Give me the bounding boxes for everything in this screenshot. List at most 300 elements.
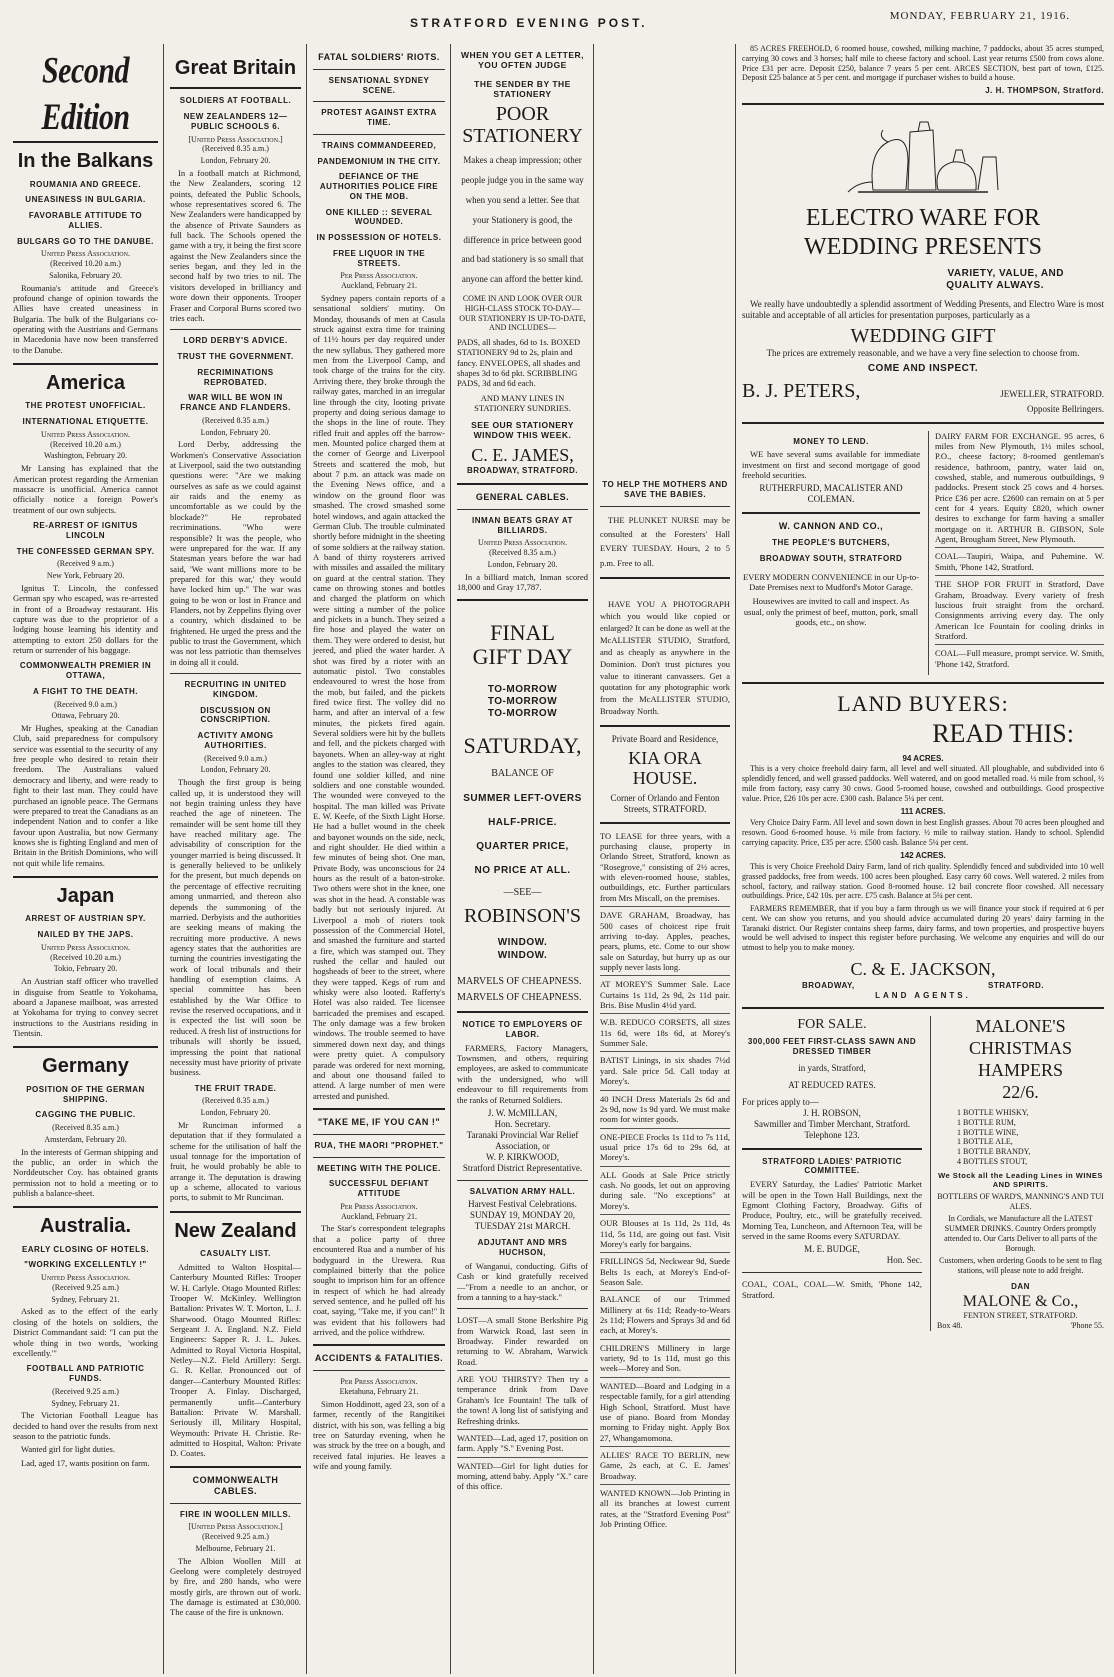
ad-text: TO-MORROW: [487, 683, 558, 695]
ad-text: We Stock all the Leading Lines in WINES AND SPIRITS.: [938, 1170, 1103, 1189]
subhead: UNEASINESS IN BULGARIA.: [25, 195, 146, 205]
ad-title: KIA ORA HOUSE.: [628, 748, 702, 788]
classified-ad: DAVE GRAHAM, Broadway, has 500 cases of choicest ripe fruit arriving to-day. Apples, peaches, pears, plums, etc. Come to our show sale on Saturday, but hurry up as our supply never lasts long.: [600, 910, 730, 976]
received-line: (Received 9 a.m.): [57, 559, 114, 569]
divider: [600, 725, 730, 727]
classified-ad: OUR Blouses at 1s 11d, 2s 11d, 4s 11d, 5s 11d, are going out fast. Visit Morey's early for bargains.: [600, 1218, 730, 1253]
electroware-illustration: [838, 112, 1008, 200]
divider: [457, 509, 588, 510]
ad-body: Opposite Bellringers.: [1027, 403, 1104, 414]
divider: [170, 1466, 301, 1468]
subhead: THE FRUIT TRADE.: [194, 1083, 277, 1093]
dateline: Ottawa, February 20.: [51, 711, 120, 721]
dateline: Amsterdam, February 20.: [44, 1134, 127, 1144]
ad-body: Makes a cheap impression; other people judge you in the same way when you send a letter. See that your Stationery is good, the difference in price between good and bad stationery is so small that anyone can afford the better kind.: [461, 155, 584, 285]
article-body: Lord Derby, addressing the Workmen's Conservative Association at Liverpool, said the two outstanding questions were: "Are we making ourselves as safe as we could against air raids and the enemy as uncomfortable as we could by the blockade?" He reprobated recriminations. "Who were responsible? It was the people, who were unprepared for the war. If any Statesman years before the war had said, 'We want millions more to be prepared for this war,' they would have locked him up." The war was going to be won or lost in France and Flanders, not by Zeppelins flying over a country, which disdained to be frightened. He urged the press and the public to trust the Government, which was not less patriotic than themselves in doing all it could.: [170, 439, 301, 667]
section-head-america: America: [13, 363, 158, 395]
peters-name-row: [742, 379, 1104, 403]
classified-ad: BALANCE of our Trimmed Millinery at 6s 11d; Ready-to-Wears 2s 11d; Flowers and Sprays 3d and 6d each, at Morey's.: [600, 1294, 730, 1339]
ad-body: —SEE—: [503, 887, 542, 899]
signature: RUTHERFURD, MACALISTER AND COLEMAN.: [759, 483, 903, 505]
divider: [313, 1157, 445, 1158]
ad-text: BROADWAY SOUTH, STRATFORD: [759, 553, 903, 563]
signature: J. H. THOMPSON, Stratford.: [985, 86, 1104, 95]
article-body: Ignitus T. Lincoln, the confessed German spy who escaped, was re-arrested in front of a Broadway restaurant. His capture was due to the proprietor of a lodging house learning his identity and attempting to extort 250 dollars for the return or surrender of his baggage.: [13, 582, 158, 655]
sub-column-right: [928, 431, 1104, 676]
subhead: ARREST OF AUSTRIAN SPY.: [25, 914, 146, 924]
signature: M. E. BUDGE,: [804, 1244, 860, 1255]
classified-ad: WANTED KNOWN—Job Printing in all its branches at lowest current rates, at the "Stratford Evening Post" Job Printing Office.: [600, 1488, 730, 1530]
ad-body: BOTTLERS OF WARD'S, MANNING'S AND TUI ALES.: [937, 1191, 1104, 1211]
received-line: (Received 9.0 a.m.): [54, 699, 117, 709]
ad-body: In Cordials, we Manufacture all the LATEST SUMMER DRINKS. Country Orders promptly attended to. Our Carts Deliver to all parts of the Borough.: [944, 1214, 1097, 1253]
ad-text: BROADWAY,: [467, 466, 520, 476]
received-line: (Received 9.25 a.m.): [52, 1282, 119, 1292]
subhead: SUCCESSFUL DEFIANT ATTITUDE: [329, 1179, 429, 1199]
ad-body: EVERY MODERN CONVENIENCE in our Up-to-Date Premises next to Mudford's Motor Garage.: [742, 571, 920, 593]
subhead: "WORKING EXCELLENTLY !": [24, 1260, 147, 1270]
received-line: (Received 10.20 a.m.): [50, 259, 121, 269]
article-body: In the interests of German shipping and the public, an order in which the Norddeutscher Coy. has obtained grants permission not to hold a meeting or to publish a balance-sheet.: [13, 1146, 158, 1198]
subhead: FIRE IN WOOLLEN MILLS.: [180, 1509, 291, 1519]
ad-text: NO PRICE AT ALL.: [474, 865, 571, 877]
classified-ad: ARE YOU THIRSTY? Then try a temperance drink from Dave Graham's Ice Fountain! The talk of the town! A long list of satisfying and Refreshing drinks.: [457, 1374, 588, 1430]
section-head-britain: Great Britain: [174, 57, 297, 79]
ad-text: 300,000 FEET FIRST-CLASS SAWN AND DRESSED TIMBER: [747, 1037, 917, 1057]
classified-ad: WANTED—Lad, aged 17, position on farm. Apply "S." Evening Post.: [457, 1433, 588, 1458]
ad-title: FINAL: [490, 620, 555, 646]
ad-body: For prices apply to—: [742, 1096, 819, 1107]
divider: [742, 1007, 1104, 1009]
article-body: An Austrian staff officer who travelled in disguise from Seattle to Yokohama, aboard a Japanese mailboat, was arrested at Yokohama for trying to convey secret instructions to the Austrians residing in Tientsin.: [13, 976, 158, 1039]
dateline: Auckland, February 21.: [341, 281, 417, 291]
subhead: FREE LIQUOR IN THE STREETS.: [332, 248, 426, 268]
article-body: The Star's correspondent telegraphs that a police party of three encountered Rua and a number of his bodyguard in the Urewera. Rua complained bitterly that the police sought to imprison him for an offence in respect of which he had already served sentence, and he pulled off his coat, saying, "Take me, if you can!" It was evident that his followers had arrived, and the police withdrew.: [313, 1223, 445, 1338]
ad-body: MARVELS OF CHEAPNESS.: [457, 975, 582, 987]
signature: Hon. Secretary.: [494, 1118, 551, 1129]
ad-title: LAND BUYERS:: [837, 691, 1009, 717]
signature: Sawmiller and Timber Merchant, Stratford. Telephone 123.: [754, 1118, 910, 1140]
ad-text: SUMMER LEFT-OVERS: [463, 792, 582, 804]
ad-title: C. & E. JACKSON,: [850, 958, 996, 979]
classified-ad: DAIRY FARM FOR EXCHANGE. 95 acres, 6 miles from New Plymouth, 1½ miles school, P.O., cheese factory; 8-roomed gentleman's residence, bathroom, pantry, water laid on, cowshed, stable, and numerous outbuildings, 9 paddocks. Present stock 25 cows and 4 horses. Price £36 per acre. £2600 can remain on at 5 per cent for 4 years. Equity £820, which owner desires to exchange for farm having a smaller mortgage on it. ARTHUR B. GIBSON, Sole Agent, Brougham Street, New Plymouth.: [935, 431, 1104, 549]
article-body: In a billiard match, Inman scored 18,000 and Gray 17,787.: [457, 571, 588, 592]
jackson-address: [742, 981, 1104, 991]
divider: [170, 673, 301, 674]
subhead: INMAN BEATS GRAY AT BILLIARDS.: [472, 515, 573, 535]
column-rule: [735, 44, 736, 1674]
received-line: (Received 9.0 a.m.): [204, 753, 267, 763]
received-line: (Received 9.25 a.m.): [52, 1386, 119, 1396]
subhead: DEFIANCE OF THE AUTHORITIES POLICE FIRE ON THE MOB.: [319, 172, 439, 201]
received-line: (Received 8.35 a.m.): [202, 144, 269, 154]
ad-text: VARIETY, VALUE, AND: [947, 268, 1064, 280]
column-2: [165, 40, 306, 1677]
divider: [742, 1272, 922, 1273]
classified-ad: ONE-PIECE Frocks 1s 11d to 7s 11d, usual price 17s 6d to 29s 6d, at Morey's.: [600, 1132, 730, 1167]
ad-body: Housewives are invited to call and inspect. As usual, only the primest of beef, mutton, pork, small goods, etc., on show.: [743, 596, 919, 628]
subhead: FAVORABLE ATTITUDE TO ALLIES.: [28, 211, 143, 230]
headline: TO HELP THE MOTHERS AND SAVE THE BABIES.: [602, 480, 728, 499]
ad-text: HALF-PRICE.: [488, 816, 557, 828]
ad-body: Customers, when ordering Goods to be sent to flag stations, will please note to add freight.: [939, 1256, 1102, 1276]
divider: [313, 69, 445, 70]
subhead: TRUST THE GOVERNMENT.: [177, 352, 294, 362]
subhead: PANDEMONIUM IN THE CITY.: [317, 156, 441, 166]
dateline: London, February 20.: [200, 765, 271, 775]
ad-text: WINDOW.: [497, 949, 548, 961]
headline: STRATFORD LADIES' PATRIOTIC COMMITTEE.: [762, 1156, 902, 1176]
subhead: COMMONWEALTH PREMIER IN OTTAWA,: [19, 661, 152, 681]
hamper-item: 1 BOTTLE WINE,: [957, 1127, 1019, 1137]
article-body: Lad, aged 17, wants position on farm.: [21, 1457, 150, 1468]
received-line: (Received 8.35 a.m.): [489, 548, 556, 558]
source-line: United Press Association.: [41, 1273, 130, 1283]
divider: [170, 87, 301, 89]
subhead: POSITION OF THE GERMAN SHIPPING.: [26, 1084, 145, 1104]
subhead: RECRUITING IN UNITED KINGDOM.: [184, 680, 287, 699]
hamper-item: 1 BOTTLE RUM,: [957, 1117, 1016, 1127]
sub-column-left: [742, 431, 920, 676]
newspaper-title: STRATFORD EVENING POST.: [410, 16, 648, 30]
article-body: Mr Runciman informed a deputation that if they formulated a scheme for the utilisation of half the usual tonnage for the importation of fruit, he would probably be able to arrange it. The deputation is drawing up a scheme, allocated to various ports, to submit to Mr Runciman.: [170, 1119, 301, 1203]
ad-text: W. CANNON AND CO.,: [778, 521, 884, 532]
ad-body: FARMERS REMEMBER, that if you buy a farm through us we will finance your stock if required at 6 per cent. We can show you returns, and you should advice accumulated during 20 years' dairy farming in the Taranaki district. Our Register contains sheep farms, dairy farms, and town properties, and prospective buyers would be well advised to inspect this register before purchasing. We welcome any enquiries and will do our utmost to help you to make money.: [742, 904, 1104, 953]
subhead: ACTIVITY AMONG AUTHORITIES.: [197, 731, 274, 750]
ad-text: STRATFORD.: [988, 980, 1044, 990]
ad-title: FOR SALE.: [797, 1017, 867, 1033]
signature: W. P. KIRKWOOD,: [486, 1151, 559, 1162]
classified-ad: COAL—Full measure, prompt service. W. Smith, 'Phone 142, Stratford.: [935, 648, 1104, 669]
article-body: Though the first group is being called up, it is understood they will not begin training unless they have reached the age of nineteen. The remainder will be sent home till they have reached military age. The advisability of conscription for the younger married is being discussed. It is generally believed to be unlikely for the present, but much depends on the percentage of effective recruiting among unmarried, and thereon also depends the summoning of the married. Derbyists and the authorities are seeking means of making the recruiting more productive. A news agency states that the authorities are turning the countries investigating the work of local tribunals and their handling of exemption claims. A special committee has been established by the War Office to revise the reserved occupations, and it is expected the list will soon be reduced. A fresh list of instructions for tribunals will shortly be issued, impressing the point that national necessity must have priority of private business.: [170, 777, 302, 1078]
column-rule: [306, 44, 307, 1674]
ad-body: The prices are extremely reasonable, and we have a very fine selection to choose from.: [766, 347, 1080, 358]
subhead: EARLY CLOSING OF HOTELS.: [21, 1244, 150, 1254]
article-body: Simon Hoddinott, aged 23, son of a farmer, recently of the Rangitikei district, with his son, was felling a big tree on Saturday evening, when he was struck by the tree on a bough, and received fatal injuries. He leaves a wife and young family.: [313, 1398, 445, 1472]
ad-body: AT REDUCED RATES.: [788, 1079, 876, 1090]
source-line: United Press Association.: [41, 429, 130, 439]
edition-heading: Second Edition: [41, 50, 130, 138]
ad-title: STATIONERY: [462, 125, 583, 148]
divider: [600, 822, 730, 824]
subhead: TRAINS COMMANDEERED,: [321, 140, 437, 150]
section-head-australia: Australia.: [13, 1206, 158, 1238]
divider: [313, 134, 445, 135]
subhead: DISCUSSION ON CONSCRIPTION.: [200, 705, 271, 725]
section-head-nz: New Zealand: [170, 1211, 301, 1243]
subhead: FOOTBALL AND PATRIOTIC FUNDS.: [26, 1364, 145, 1383]
divider: [170, 1503, 301, 1504]
ad-title: MALONE'S: [975, 1016, 1066, 1037]
headline: NOTICE TO EMPLOYERS OF LABOR.: [462, 1020, 583, 1039]
ad-title: POOR: [495, 103, 550, 126]
dateline: London, February 20.: [200, 1108, 271, 1118]
signature: J. H. ROBSON,: [803, 1107, 861, 1118]
hamper-item: 1 BOTTLE BRANDY,: [957, 1147, 1031, 1157]
ad-body: HAVE YOU A PHOTOGRAPH which you would like copied or enlarged? It can be done as well at the McALLISTER STUDIO, Stratford, and as cheaply as anywhere in the Dominion. Don't trust pictures you value to itinerant canvassers. Get a quotation for any photographic work from the McALLISTER STUDIO, Broadway North.: [600, 599, 730, 717]
subhead: 142 ACRES.: [900, 851, 946, 861]
subhead: SENSATIONAL SYDNEY SCENE.: [328, 75, 430, 95]
subhead: LORD DERBY'S ADVICE.: [183, 336, 288, 346]
subhead: RECRIMINATIONS REPROBATED.: [197, 367, 274, 387]
subhead: THE CONFESSED GERMAN SPY.: [16, 546, 155, 556]
ad-text: DAN: [1011, 1281, 1030, 1291]
divider: [742, 682, 1104, 684]
subhead: SOLDIERS AT FOOTBALL.: [179, 96, 292, 106]
source-line: United Press Association.: [41, 249, 130, 259]
section-head-japan: Japan: [13, 876, 158, 908]
headline: SALVATION ARMY HALL.: [469, 1186, 576, 1196]
subhead: MEETING WITH THE POLICE.: [317, 1163, 441, 1173]
subhead: ADJUTANT AND MRS HUCHSON,: [477, 1238, 568, 1258]
classified-ad: WANTED—Girl for light duties for morning, attend baby. Apply "X." care of this office.: [457, 1460, 588, 1492]
ad-title: ELECTRO WARE FOR: [805, 204, 1041, 231]
subhead: RE-ARREST OF IGNITUS LINCOLN: [33, 521, 138, 540]
masthead: [0, 0, 1114, 40]
headline: "TAKE ME, IF YOU CAN !": [317, 1117, 441, 1127]
divider: [600, 577, 730, 579]
ad-title: WEDDING PRESENTS: [804, 234, 1042, 261]
dateline: Tokio, February 20.: [53, 964, 118, 974]
classified-ad: WANTED—Board and Lodging in a respectable family, for a girl attending High School, Stratford. Must have use of piano. Board from Monday morning to Friday night. Apply Box 27, Whangamomona.: [600, 1381, 730, 1447]
column-3: [308, 40, 450, 1677]
received-line: (Received 10.20 a.m.): [50, 952, 121, 962]
ad-title: GIFT DAY: [472, 644, 573, 670]
ad-text: TO-MORROW: [487, 695, 558, 707]
divider: [457, 483, 588, 485]
column-4: [452, 40, 593, 1677]
subhead: ROUMANIA AND GREECE.: [29, 179, 142, 189]
dateline: Melbourne, February 21.: [195, 1543, 276, 1553]
classified-ad: LOST—A small Stone Berkshire Pig from Warwick Road, last seen in Broadway. Finder rewarded on returning to W. Abraham, Warwick Road.: [457, 1315, 588, 1371]
classified-ad: TO LEASE for three years, with a purchasing clause, property in Orlando Street, Stratford, known as "Rosegrove," consisting of 2½ acres, with eleven-roomed house, stables, outbuildings, etc. Further particulars from Mrs Miscall, on the premises.: [600, 831, 730, 908]
two-column-block-lower: [742, 1016, 1104, 1330]
ad-body: EVERY Saturday, the Ladies' Patriotic Market will be open in the Town Hall Buildings, next the Egmont Clothing Factory, Broadway. Gifts of Produce, Poultry, etc., will be gratefully received. Morning Tea, Luncheon, and Afternoon Tea, will be served in the same Rooms every SATURDAY.: [742, 1179, 922, 1241]
column-rule: [450, 44, 451, 1674]
ad-text: LAND AGENTS.: [875, 990, 971, 1000]
dateline: London, February 20.: [200, 427, 271, 437]
ad-text: QUARTER PRICE,: [476, 840, 569, 852]
classified-ad: 40 INCH Dress Materials 2s 6d and 2s 9d, now 1s 9d yard. We must make room for winter goods.: [600, 1094, 730, 1129]
dateline: Sydney, February 21.: [51, 1398, 120, 1408]
ad-text: THE SENDER BY THE STATIONERY: [474, 78, 571, 100]
classified-ad: BATIST Linings, in six shades 7½d yard. Sale price 5d. Call today at Morey's.: [600, 1055, 730, 1090]
subhead: WAR WILL BE WON IN FRANCE AND FLANDERS.: [180, 393, 291, 413]
ad-title: 22/6.: [1002, 1082, 1039, 1103]
ad-text: QUALITY ALWAYS.: [946, 280, 1044, 292]
ad-text: COME AND INSPECT.: [867, 362, 979, 374]
subhead: A FIGHT TO THE DEATH.: [32, 686, 138, 696]
divider: [742, 1148, 922, 1150]
source-line: Per Press Association.: [340, 1201, 418, 1211]
signature: Taranaki Provincial War Relief Association, or: [466, 1129, 579, 1151]
column-rule: [163, 44, 164, 1674]
malone-contact: [937, 1321, 1104, 1331]
dateline: Auckland, February 21.: [341, 1211, 417, 1221]
article-body: Mr Lansing has explained that the American protest regarding the Armenian massacre is unofficial. America cannot officially notice a foreign Power's treatment of our own subjects.: [13, 463, 158, 515]
column-rule: [593, 44, 594, 1674]
subhead: 111 ACRES.: [900, 807, 946, 817]
article-body: Wanted girl for light duties.: [21, 1444, 115, 1455]
ad-address: [457, 466, 588, 476]
source-line: United Press Association.: [41, 942, 130, 952]
ad-title: READ THIS:: [932, 718, 1074, 748]
ad-text: THE PEOPLE'S BUTCHERS,: [772, 538, 890, 548]
divider: [313, 1108, 445, 1110]
ad-body: MARVELS OF CHEAPNESS.: [457, 992, 582, 1004]
ad-text: SEE OUR STATIONERY WINDOW THIS WEEK.: [471, 419, 574, 440]
classified-ad: FRILLINGS 5d, Neckwear 9d, Suede Belts 1s each, at Morey's End-of-Season Sale.: [600, 1256, 730, 1291]
ad-body: FENTON STREET, STRATFORD.: [963, 1311, 1078, 1321]
ad-title: SATURDAY,: [463, 733, 582, 759]
ad-body: Harvest Festival Celebrations.: [468, 1199, 577, 1210]
source-line: Per Press Association.: [340, 1377, 418, 1387]
ad-body: 'Phone 55.: [1070, 1320, 1104, 1330]
section-head-germany: Germany: [13, 1046, 158, 1078]
signature: Stratford District Representative.: [462, 1162, 583, 1173]
ad-body: COME IN AND LOOK OVER OUR HIGH-CLASS STOCK TO-DAY—OUR STATIONERY IS UP-TO-DATE, AND INCLUDES—: [459, 294, 586, 333]
dateline: Salonika, February 20.: [49, 270, 122, 280]
divider: [457, 1308, 588, 1309]
received-line: (Received 10.20 a.m.): [50, 439, 121, 449]
article-body: Mr Hughes, speaking at the Canadian Club, said preparedness for compulsory service was essential to the security of any free people who desired to retain their freedom. The Australians valued democracy and liberty, and were ready to fight to their last man. They could have purchased an ignoble peace. The Germans were prepared to treat the Canadians as an independent Nation and to confer a like favour upon Australia, but now Germany knows she is fighting England and men of Britain in the British Dominions, who will not quit while life remains.: [13, 723, 158, 868]
article-body: THE PLUNKET NURSE may be consulted at the Foresters' Hall EVERY TUESDAY. Hours, 2 to 5 p.m. Free to all.: [600, 514, 730, 568]
divider: [457, 1011, 588, 1013]
ad-body: BALANCE OF: [491, 768, 554, 780]
classified-ad: COAL—Taupiri, Waipa, and Puhemine. W. Smith, 'Phone 142, Stratford.: [935, 551, 1104, 576]
hamper-item: 1 BOTTLE WHISKY,: [957, 1108, 1029, 1118]
divider: [457, 1180, 588, 1181]
ad-title: B. J. PETERS,: [742, 380, 861, 403]
article-body: Admitted to Walton Hospital—Canterbury Mounted Rifles: Trooper W. H. Carlyle. Otago Mounted Rifles: Trooper W. McKinley. Wellington Battalion: Privates W. T. Morton, L. J. Sharwood. Otago Mounted Rifles: Sergeant J. A. England. N.Z. Field Engineers: Sapper R. J. L. Jukes. Admitted to Royal Victoria Hospital, Netley—N.Z. Field Artillery: Sergt. G. R. Kellar. Pronounced out of danger—Canterbury Mounted Rifles: Trooper A. Finlay. Discharged, permanently unfit—Canterbury Battalion: Private W. Marshall. Seriously ill, Military Hospital, Weymouth: Private H. Christie. Re-admitted to Hospital, Walton: Private D. Coates.: [170, 1261, 301, 1459]
ad-text: STRATFORD.: [522, 466, 578, 476]
classified-ad: COAL, COAL, COAL—W. Smith, 'Phone 142, Stratford.: [742, 1279, 922, 1300]
sub-column-right: [930, 1016, 1104, 1330]
subhead: BULGARS GO TO THE DANUBE.: [17, 236, 154, 246]
signature: Hon. Sec.: [886, 1255, 922, 1266]
subhead: IN POSSESSION OF HOTELS.: [316, 233, 442, 243]
ad-title: C. E. JAMES,: [471, 445, 574, 466]
divider: [313, 1370, 445, 1371]
headline: GENERAL CABLES.: [475, 491, 570, 502]
ad-body: in yards, Stratford,: [798, 1062, 866, 1073]
divider: [313, 1344, 445, 1346]
classified-ad: W.B. REDUCO CORSETS, all sizes 11s 6d, were 18s 6d, at Morey's Summer Sale.: [600, 1017, 730, 1052]
ad-title: WEDDING GIFT: [850, 324, 996, 347]
divider: [457, 599, 588, 601]
divider: [313, 1134, 445, 1135]
column-5: [595, 470, 735, 1675]
ad-body: Box 48.: [937, 1320, 963, 1330]
divider: [170, 329, 301, 330]
classified-ad: AT MOREY'S Summer Sale. Lace Curtains 1s 11d, 2s 9d, 2s 11d pair. Bris. Bise Muslin 4½d yard.: [600, 979, 730, 1014]
ad-text: BROADWAY,: [802, 980, 855, 990]
ad-body: Private Board and Residence,: [611, 734, 719, 745]
subhead: NEW ZEALANDERS 12—PUBLIC SCHOOLS 6.: [183, 112, 288, 131]
subhead: INTERNATIONAL ETIQUETTE.: [22, 417, 149, 427]
article-body: 85 ACRES FREEHOLD, 6 roomed house, cowshed, milking machine, 7 paddocks, about 35 acres stumped, carrying 30 cows and 3 horses; half mile to cheese factory and school. Last year returns £500 from cows alone. Price £31 per acre. Deposit £250, balance 7 years 5 per cent. ARCES SECTION, best part of town, £125. Deposit £25 balance at 5 per cent. and mortgage if purchaser wishes to build a house.: [742, 44, 1104, 83]
ad-text: WHEN YOU GET A LETTER, YOU OFTEN JUDGE: [460, 50, 585, 71]
subhead: COMMONWEALTH CABLES.: [192, 1474, 279, 1496]
article-body: The Victorian Football League has decided to hand over the results from next season to the patriotic funds.: [13, 1410, 158, 1441]
classified-ad: ALL Goods at Sale Price strictly cash. No goods, let out on approving during sale. "No exceptions" at Morey's.: [600, 1170, 730, 1215]
divider: [742, 512, 920, 514]
two-column-block: [742, 431, 1104, 676]
ad-title: MALONE & Co.,: [962, 1292, 1079, 1310]
dateline: London, February 20.: [487, 559, 558, 569]
ad-title: ROBINSON'S: [464, 905, 581, 928]
issue-date: MONDAY, FEBRUARY 21, 1916.: [889, 10, 1070, 22]
subhead: THE PROTEST UNOFFICIAL.: [25, 401, 146, 411]
ad-body: We really have undoubtedly a splendid assortment of Wedding Presents, and Electro Ware is most suitable and acceptable of all articles for presentation purposes, particularly as a: [742, 298, 1104, 320]
ad-text: WINDOW.: [497, 937, 548, 949]
divider: [313, 101, 445, 102]
article-body: of Wanganui, conducting. Gifts of Cash or kind gratefully received—"From a needle to an anchor, or from a tanning to a hay-stack.": [457, 1260, 588, 1302]
ad-body: PADS, all shades, 6d to 1s. BOXED STATIONERY 9d to 2s, plain and fancy. ENVELOPES, all shades and shapes 3d to 6d pkt. SCRIBBLING PADS, 3d and 6d each.: [457, 337, 581, 389]
subhead: ONE KILLED :: SEVERAL WOUNDED.: [325, 207, 433, 227]
section-head-balkans: In the Balkans: [13, 141, 158, 173]
subhead: 94 ACRES.: [902, 753, 944, 763]
dateline: New York, February 20.: [46, 571, 125, 581]
article-body: In a football match at Richmond, the New Zealanders, scoring 12 points, defeated the Public Schools, whose representatives scored 6. The New Zealanders were handicapped by the absence of Private Saunders as full back. The Schools opened the game with a try, it being the first score against the New Zealanders since the series began, and they led in the second half by two tries to nil. The visitors developed in brilliancy and wore down their opponents. Trooper Fraser and Corporal Burns scored two tries each.: [170, 167, 301, 323]
column-6: [737, 40, 1109, 1677]
signature: J. W. McMILLAN,: [487, 1107, 558, 1118]
sub-column-left: [742, 1016, 922, 1330]
headline: MONEY TO LEND.: [793, 436, 869, 446]
headline: ACCIDENTS & FATALITIES.: [314, 1353, 444, 1364]
source-line: [United Press Association.]: [188, 1522, 283, 1532]
ad-body: This is a very choice freehold dairy farm, all level and well situated. All ploughable, and subdivided into 6 splendidly fenced, and well grassed paddocks. Well watered, and on good metalled road. ½ mile from school, ½ mile from factory, easy carry 30 cows. Good 5-roomed house, cowshed and outbuildings. Good prospective value. Price, £26 10s per acre. £300 cash. Balance 5¼ per cent.: [742, 764, 1104, 803]
ad-body: SUNDAY 19, MONDAY 20, TUESDAY 21st MARCH.: [470, 1210, 575, 1232]
divider: [600, 506, 730, 507]
ad-text: TO-MORROW: [487, 707, 558, 719]
subhead: CAGGING THE PUBLIC.: [35, 1110, 136, 1120]
hamper-items: [957, 1108, 1104, 1167]
subhead: RUA, THE MAORI "PROPHET.": [314, 1140, 444, 1150]
hamper-item: 4 BOTTLES STOUT,: [957, 1156, 1028, 1166]
classified-ad: CHILDREN'S Millinery in large variety, 9d to 1s 11d, must go this week—Morey and Son.: [600, 1343, 730, 1378]
subhead: NAILED BY THE JAPS.: [37, 930, 134, 940]
source-line: United Press Association.: [478, 538, 567, 548]
divider: [742, 103, 1104, 105]
hamper-item: 1 BOTTLE ALE,: [957, 1137, 1013, 1147]
article-body: The Albion Woollen Mill at Geelong were completely destroyed by fire, and 280 hands, who were mostly girls, are thrown out of work. The damage is estimated at £30,000. The cause of the fire is unknown.: [170, 1555, 301, 1618]
received-line: (Received 9.25 a.m.): [202, 1532, 269, 1542]
article-body: Roumania's attitude and Greece's profound change of opinion towards the Allies have created uneasiness in Bulgaria. The bulk of the Bulgarians co-operating with the Austrians and Germans in Macedonia have now been transferred to the Danube.: [13, 282, 158, 355]
dateline: Washington, February 20.: [44, 451, 127, 461]
dateline: London, February 20.: [200, 156, 271, 166]
classified-ad: ALLIES' RACE TO BERLIN, new Game, 2s each, at C. E. James' Broadway.: [600, 1450, 730, 1485]
ad-body: Very Choice Dairy Farm. All level and sown down in best English grasses. About 70 acres been ploughed and resown. Good 6-roomed house. ½ mile from factory. ½ mile to railway station. Handy to school. Splendid carrying capacity. Price, £35 per acre. £500 cash. Balance 5¼ per cent.: [742, 818, 1104, 847]
ad-body: Corner of Orlando and Fenton Streets, STRATFORD.: [610, 792, 720, 814]
subhead: CASUALTY LIST.: [200, 1249, 271, 1259]
column-1: [8, 40, 163, 1677]
ad-body: This is very Choice Freehold Dairy Farm, land of rich quality. Splendidly fenced and subdivided into 10 well grassed paddocks, free from weeds. 100 acres been ploughed. Easy carry 60 cows. Well watered. 2 miles from school, factory, and railway station. Good 8-roomed house. 12 bail concrete floor cowshed. All necessary outbuildings. Price, £42 10s. per acre. £75 cash. Balance at 5¼ per cent.: [742, 862, 1104, 901]
dateline: Eketahuna, February 21.: [339, 1387, 419, 1397]
article-body: Sydney papers contain reports of a sensational soldiers' mutiny. On Monday, thousands of men at Casula struck against extra time for training of 11½ hours per day required under the new syllabus. They gathered more men from the Liverpool Camp, and took charge of the trains for the city. Arriving there, they broke through the railway gates, marched in an irregular line through the city, looting private property and doing serious damage to the shops in the line of route. They rifled fruit and apples off the barrow-men. Mounted police charged them at the corner of George and Liverpool Streets and scattered the mob, but about 7 p.m. an attack was made on the Evening News office, and a window on the ground floor was smashed. The crowd smashed some hotel windows, and again attacked the German Club. The trouble culminated shortly before midnight in the sheeting of some soldiers at the railway station. A band of thirty roysterers arrived with missiles and assailed the military on guard at the central station. They came on throwing stones and bottles and charged the platform on which were sitting a number of the police and pickets in a bunch. They seized a fire hose and played the water on them. They were ordered to desist, but jeered, and plied the water harder. A shot was fired by a rioter with an automatic pistol. Two constables endeavoured to wrest the hose from the mob, but failed, and the pickets fired twice first. The volley did no harm, and after an interval of a few minutes, the pickets fired again. Several soldiers were hit by the bullets and fell, and the pickets charged with bayonets. When an alley-way at right angles to the station was cleared, they found one soldier killed, and nine soldiers and one constable wounded. The wounded were conveyed to the hospital. The man killed was Private E. W. Keefe, of the Sixth Light Horse. He had a bullet wound in the cheek and bayonet wounds on the side, neck, and right shoulder. He died within a few minutes of being shot. One man, Private Body, was unconscious for 24 hours as the result of a baton-stroke. Two others were shot in the knee, one was shot in the head. A constable was badly but not seriously injured. At Liverpool a mob of rioters took possession of the Commercial Hotel, and smashed the furniture and started a fire, which was stamped out. They rushed the cellar and hauled out hogsheads of beer to the street, where they were tapped. Kegs of rum and whisky were also looted. Rafferty's Hotel was also raided. Tee licensee barricaded the premises and escaped. The only damage was a few broken windows. The trouble seemed to have simmered down next day, and things were pretty quiet. A compulsory parade was ordered for next morning, and about one thousand failed to attend. A large number of men were arrested and punished.: [313, 292, 445, 1101]
received-line: (Received 8.35 a.m.): [202, 415, 269, 425]
source-line: Per Press Association.: [340, 271, 418, 281]
ad-title: HAMPERS: [977, 1060, 1064, 1081]
source-line: [United Press Association.]: [188, 134, 283, 144]
received-line: (Received 8.35 a.m.): [52, 1123, 119, 1133]
ad-body: WE have several sums available for immediate investment on first and second mortgage of good freehold securities.: [742, 449, 920, 480]
ad-title: CHRISTMAS: [968, 1038, 1073, 1059]
divider: [742, 422, 1104, 424]
classified-ad: THE SHOP FOR FRUIT in Stratford, Dave Graham, Broadway. Every variety of fresh luscious fruit straight from the orchard. Consignments arriving every day. The only American Ice Fountain for cooling drinks in Stratford.: [935, 579, 1104, 645]
dateline: Sydney, February 21.: [51, 1294, 120, 1304]
ad-body: AND MANY LINES IN STATIONERY SUNDRIES.: [474, 392, 571, 414]
